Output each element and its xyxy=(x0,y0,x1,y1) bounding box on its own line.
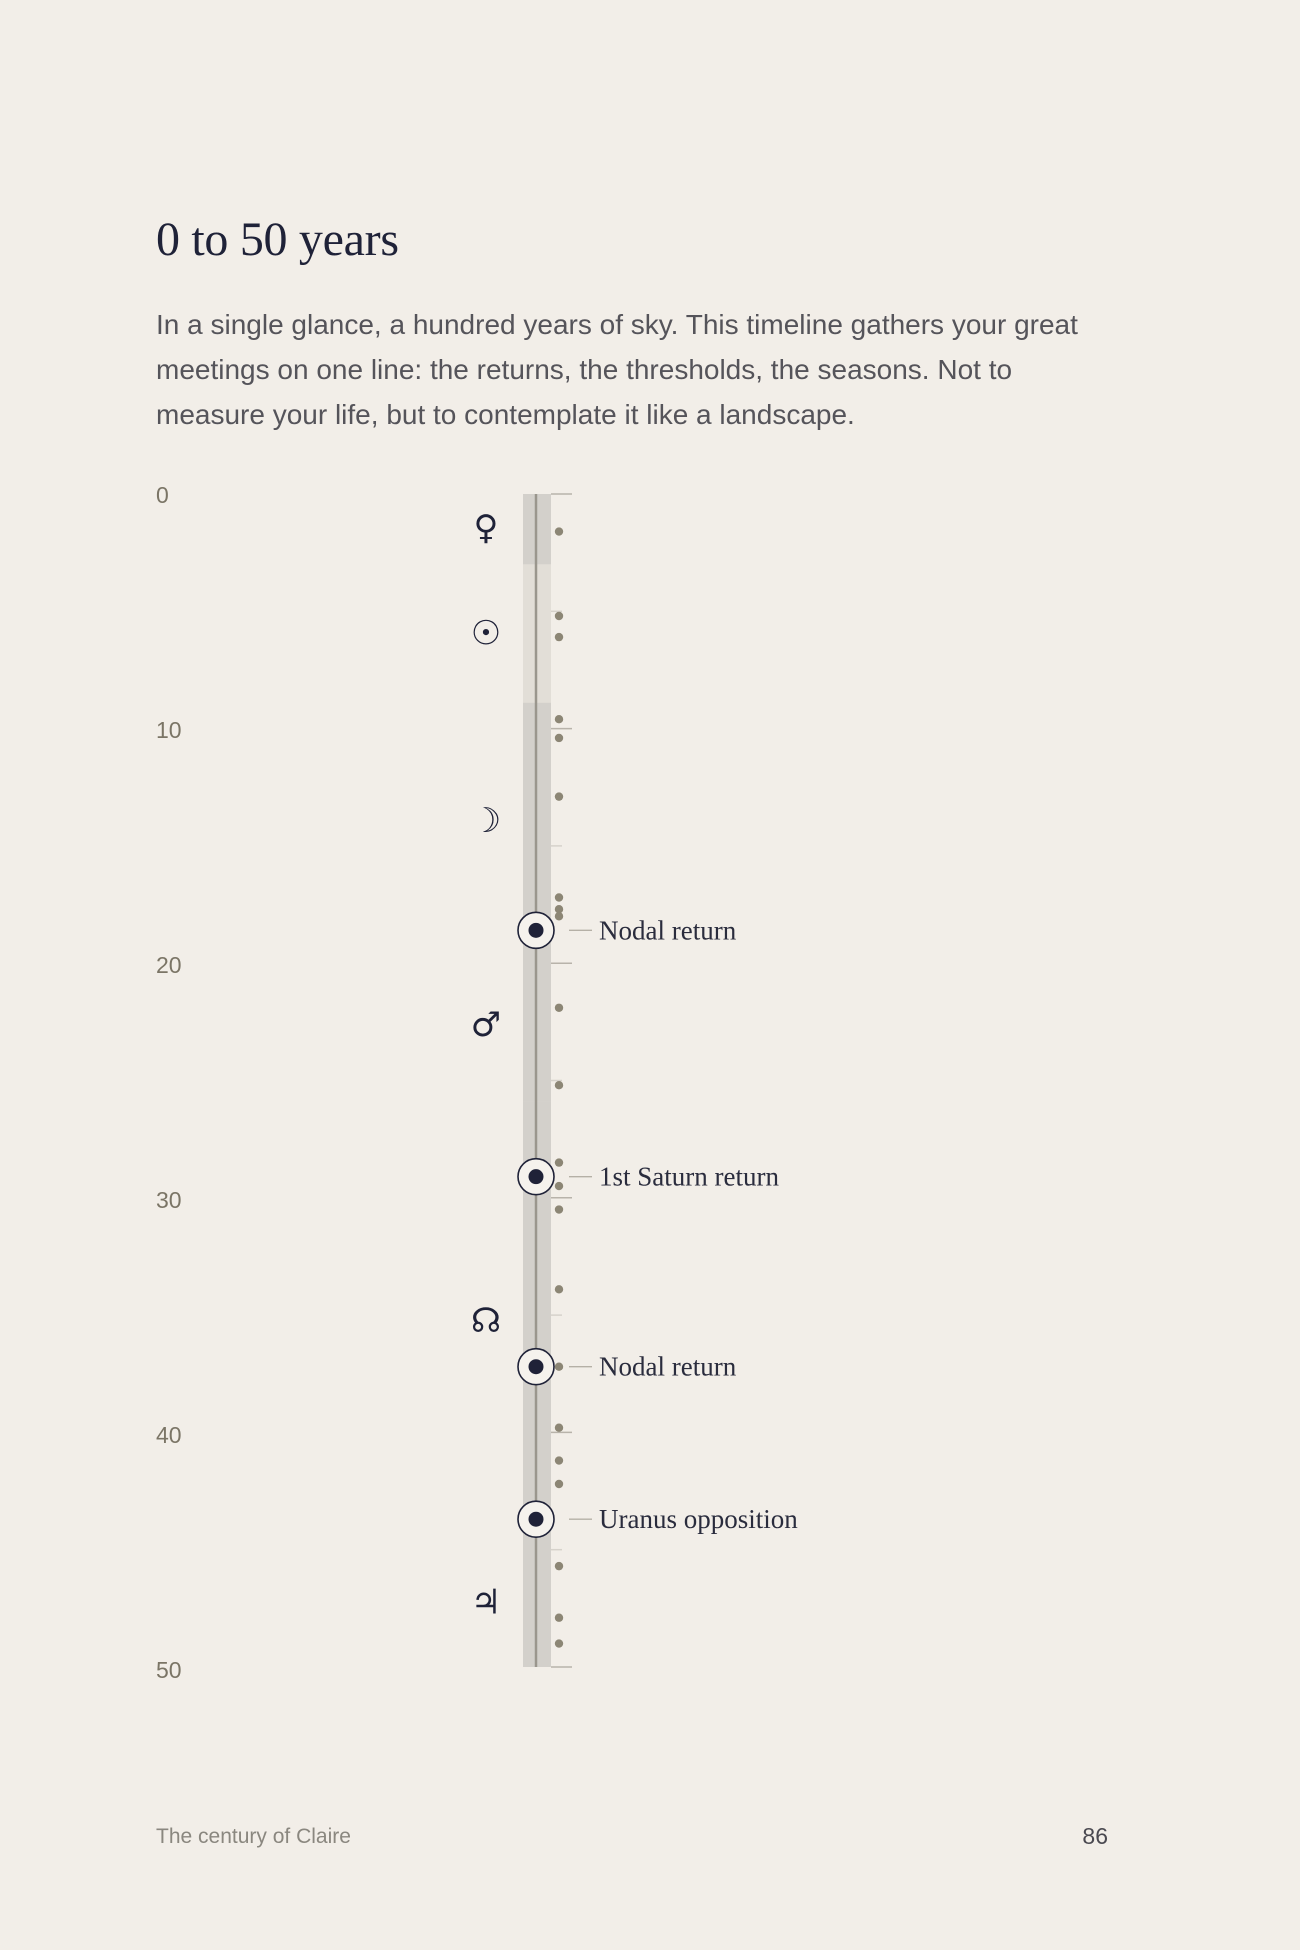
axis-label-30: 30 xyxy=(156,1187,182,1213)
jupiter-icon: ♃ xyxy=(470,1582,502,1623)
mars-icon: ♂ xyxy=(470,1005,502,1046)
event-dot xyxy=(555,1285,563,1293)
axis-label-40: 40 xyxy=(156,1422,182,1448)
event-marker-core xyxy=(529,923,544,938)
sun-icon: ☉ xyxy=(470,613,502,654)
event-dot xyxy=(555,527,563,535)
event-dot xyxy=(555,1081,563,1089)
event-dot xyxy=(555,715,563,723)
page-title: 0 to 50 years xyxy=(156,213,399,266)
event-marker-core xyxy=(529,1169,544,1184)
event-label: Nodal return xyxy=(599,1351,737,1382)
event-dot xyxy=(555,912,563,920)
page-number: 86 xyxy=(1082,1823,1108,1849)
event-marker-core xyxy=(529,1359,544,1374)
event-dot xyxy=(555,1456,563,1464)
event-dot xyxy=(555,633,563,641)
axis-label-20: 20 xyxy=(156,952,182,978)
event-dot xyxy=(555,1004,563,1012)
event-dot xyxy=(555,1158,563,1166)
intro-paragraph: In a single glance, a hundred years of sky. This timeline gathers your great meetings on one line: the returns, the thresholds, the seasons. Not to measure your life, but to contemplate it like a landscape. xyxy=(156,309,1078,430)
axis-label-0: 0 xyxy=(156,482,169,508)
event-marker-core xyxy=(529,1512,544,1527)
event-label: Uranus opposition xyxy=(599,1504,798,1535)
event-dot xyxy=(555,1480,563,1488)
axis-label-10: 10 xyxy=(156,717,182,743)
venus-icon: ♀ xyxy=(473,507,499,548)
event-dot xyxy=(555,1639,563,1647)
north-node-icon: ☊ xyxy=(470,1300,502,1341)
event-dot xyxy=(555,734,563,742)
event-dot xyxy=(555,1363,563,1371)
event-dot xyxy=(555,893,563,901)
event-dot xyxy=(555,1614,563,1622)
event-dot xyxy=(555,612,563,620)
event-label: Nodal return xyxy=(599,915,737,946)
axis-label-50: 50 xyxy=(156,1657,182,1683)
moon-icon: ☽ xyxy=(470,801,502,842)
event-dot xyxy=(555,792,563,800)
event-label: 1st Saturn return xyxy=(599,1161,779,1192)
event-dot xyxy=(555,1424,563,1432)
event-dot xyxy=(555,1182,563,1190)
event-dot xyxy=(555,1562,563,1570)
footer-book-title: The century of Claire xyxy=(156,1825,351,1848)
event-dot xyxy=(555,1205,563,1213)
